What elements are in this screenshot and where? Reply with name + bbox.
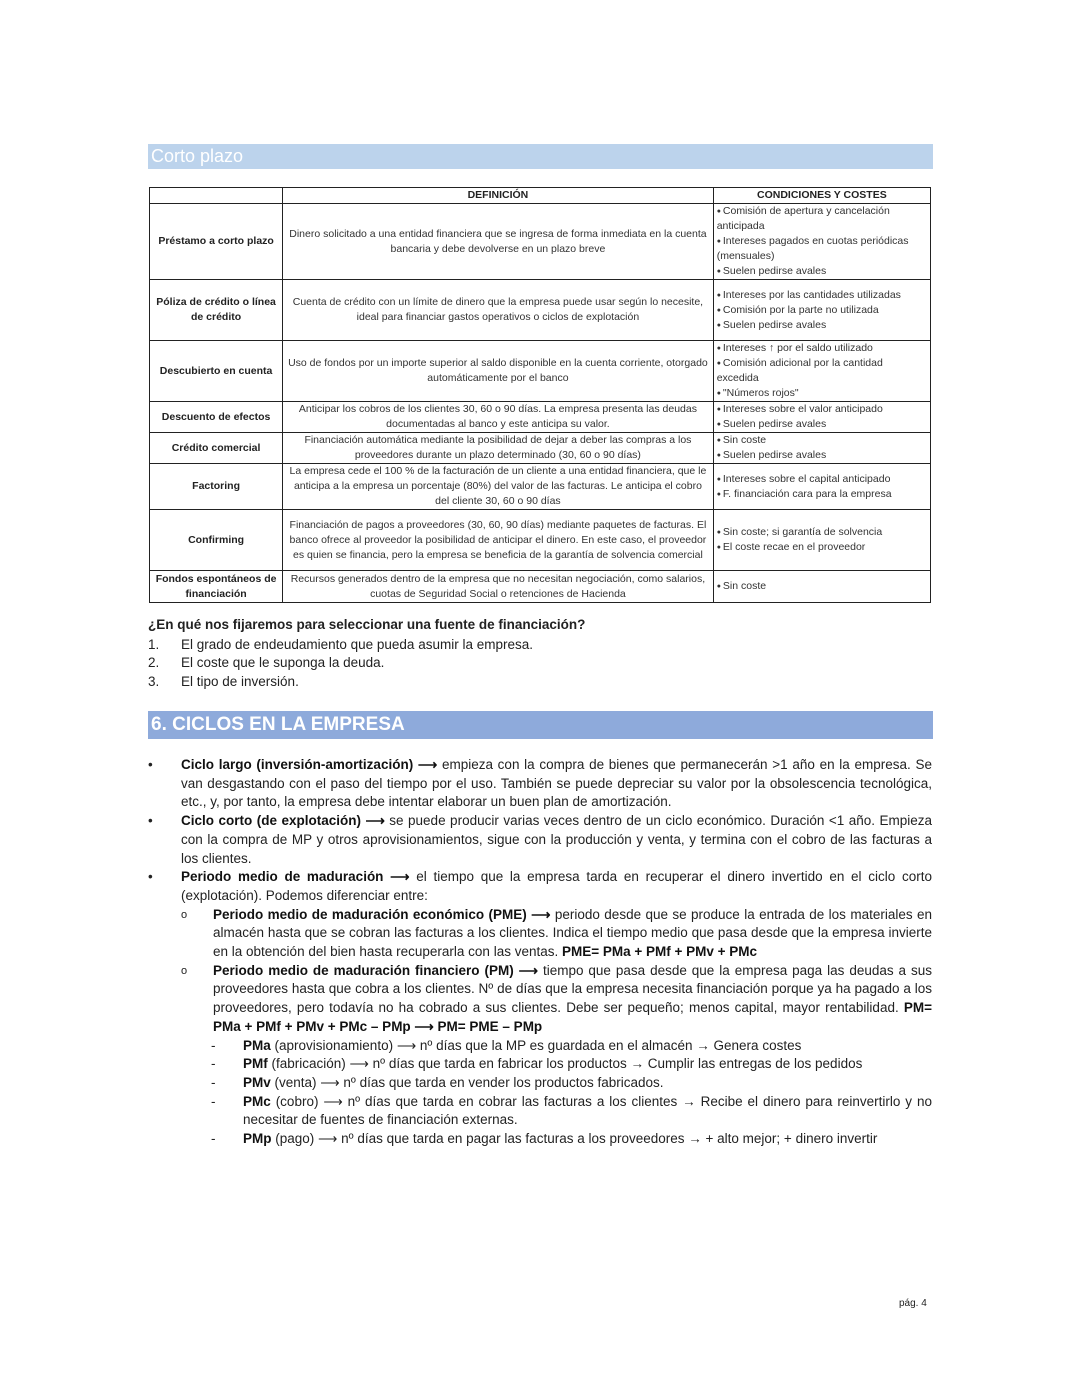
condition-item: ● Sin coste [717, 433, 927, 448]
list-item-text: El grado de endeudamiento que pueda asumir la empresa. [181, 637, 533, 652]
row-name: Fondos espontáneos de financiación [150, 571, 283, 603]
bullet-term: Periodo medio de maduración ⟶ [181, 869, 410, 885]
dash-term: PMv [243, 1074, 271, 1090]
condition-item: ● Intereses por las cantidades utilizadas [717, 288, 927, 303]
bullet-ciclo-largo [148, 756, 932, 812]
condition-item: ● Suelen pedirse avales [717, 318, 927, 333]
condition-item: ● Suelen pedirse avales [717, 264, 927, 279]
list-item-text: El tipo de inversión. [181, 673, 299, 689]
question-heading: ¿En qué nos fijaremos para seleccionar una fuente de financiación? [148, 617, 586, 632]
row-conditions [713, 341, 930, 402]
dash-term: PMa [243, 1037, 271, 1053]
section-heading-ciclos: 6. CICLOS EN LA EMPRESA [148, 711, 933, 739]
bullet-text: empieza con la compra de bienes que permanecerán >1 año en la empresa. Se van desgastando con el paso del tiempo por el uso. También se puede depreciar su valor por la obsolescencia tecnológica, etc., y, por tanto, la empresa debe intentar elaborar un buen plan de amortización. [181, 757, 932, 810]
table-row [150, 571, 931, 603]
bullet-term: Ciclo largo (inversión-amortización) ⟶ [181, 757, 438, 772]
dash-text: (fabricación) ⟶ nº días que tarda en fabricar los productos → Cumplir las entregas de los pedidos [267, 1056, 863, 1072]
condition-item: ● Suelen pedirse avales [717, 417, 927, 432]
ciclos-content [148, 756, 932, 1149]
row-definition: Recursos generados dentro de la empresa que no necesitan negociación, como salarios, cuotas de Seguridad Social o retenciones de Hacienda [283, 571, 714, 603]
table-row [150, 510, 931, 571]
condition-item: ● Intereses ↑ por el saldo utilizado [717, 341, 927, 356]
dash-term: PMp [243, 1131, 272, 1147]
row-name: Factoring [150, 464, 283, 510]
condition-item: ● Intereses sobre el valor anticipado [717, 402, 927, 417]
row-name: Descuento de efectos [150, 402, 283, 433]
table-header-row [150, 188, 931, 204]
bullet-ciclo-corto [148, 812, 932, 868]
header-empty [150, 188, 283, 204]
section-heading-corto-plazo: Corto plazo [148, 144, 933, 169]
row-conditions [713, 510, 930, 571]
bullet-text: tiempo que pasa desde que la empresa paga las deudas a sus proveedores hasta que cobra a los clientes. Nº de días que la empresa necesita financiación porque ya ha pagado a los proveedores, pero todavía no ha cobrado a sus clientes. Debe ser pequeño; menos capital, mayor rentabilidad. [213, 962, 932, 1016]
condition-item: ● Comisión adicional por la cantidad excedida [717, 356, 927, 386]
condition-item: ● Intereses sobre el capital anticipado [717, 472, 927, 487]
dash-term: PMf [243, 1056, 268, 1072]
condition-item: ● El coste recae en el proveedor [717, 540, 927, 555]
row-conditions [713, 433, 930, 464]
row-conditions [713, 571, 930, 603]
dash-item-pmc [148, 1093, 932, 1130]
dash-text: (cobro) ⟶ nº días que tarda en cobrar las facturas a los clientes → Recibe el dinero para reinvertirlo y no necesitar de fuentes de financiación externas. [243, 1093, 932, 1128]
dash-item-pmf [148, 1055, 932, 1074]
dash-item-pma [148, 1037, 932, 1056]
table-row [150, 204, 931, 280]
bullet-periodo-medio [148, 868, 932, 905]
condition-item: ● Intereses pagados en cuotas periódicas (mensuales) [717, 234, 927, 264]
condition-item: ● Comisión por la parte no utilizada [717, 303, 927, 318]
financing-table [149, 187, 931, 603]
condition-item: ● Sin coste; si garantía de solvencia [717, 525, 927, 540]
formula: PME= PMa + PMf + PMv + PMc [561, 944, 758, 960]
dash-item-pmv [148, 1074, 932, 1093]
bullet-text: el tiempo que la empresa tarda en recuperar el dinero invertido en el ciclo corto (explotación). Podemos diferenciar entre: [181, 869, 933, 903]
row-definition: Uso de fondos por un importe superior al saldo disponible en la cuenta corriente, otorgado automáticamente por el banco [283, 341, 714, 402]
page-number: pág. 4 [899, 1298, 927, 1309]
row-definition: Financiación de pagos a proveedores (30, 60, 90 días) mediante paquetes de facturas. El banco ofrece al proveedor la posibilidad de anticipar el dinero. En este caso, el proveedor es quien se financia, pero la empresa se beneficia de la garantía de solvencia comercial [283, 510, 714, 571]
row-name: Préstamo a corto plazo [150, 204, 283, 280]
header-definicion: DEFINICIÓN [283, 188, 714, 204]
condition-item: ● Comisión de apertura y cancelación anticipada [717, 204, 927, 234]
row-name: Descubierto en cuenta [150, 341, 283, 402]
row-definition: Dinero solicitado a una entidad financiera que se ingresa de forma inmediata en la cuenta bancaria y debe devolverse en un plazo breve [283, 204, 714, 280]
row-name: Crédito comercial [150, 433, 283, 464]
row-conditions [713, 204, 930, 280]
dash-text: (pago) ⟶ nº días que tarda en pagar las facturas a los proveedores → + alto mejor; + dinero invertir [271, 1131, 878, 1147]
list-item: 1. El grado de endeudamiento que pueda asumir la empresa. [148, 637, 533, 652]
condition-item: ● Sin coste [717, 579, 927, 594]
formula: PM= PMa + PMf + PMv + PMc – PMp ⟶ PM= PME – PMp [213, 1000, 932, 1034]
list-item: 2. El coste que le suponga la deuda. [148, 655, 385, 671]
bullet-term: Periodo medio de maduración financiero (PM) ⟶ [213, 962, 539, 978]
bullet-term: Periodo medio de maduración económico (PME) ⟶ [213, 906, 551, 922]
row-conditions [713, 464, 930, 510]
table-row [150, 402, 931, 433]
row-name: Confirming [150, 510, 283, 571]
dash-item-pmp [148, 1130, 932, 1149]
condition-item: ● F. financiación cara para la empresa [717, 487, 927, 502]
sub-bullet-pm [148, 962, 932, 1037]
condition-item: ● "Números rojos" [717, 386, 927, 401]
row-definition: Anticipar los cobros de los clientes 30, 60 o 90 días. La empresa presenta las deudas documentadas al banco y este anticipa su valor. [283, 402, 714, 433]
table-row [150, 341, 931, 402]
bullet-term: Ciclo corto (de explotación) ⟶ [181, 813, 385, 829]
header-condiciones: CONDICIONES Y COSTES [713, 188, 930, 204]
bullet-text: se puede producir varias veces dentro de un ciclo económico. Duración <1 año. Empieza con la compra de MP y otros aprovisionamientos, sigue con la producción y venta, y termina con el cobro de las facturas a los clientes. [181, 813, 932, 866]
row-definition: Cuenta de crédito con un límite de dinero que la empresa puede usar según lo necesite, ideal para financiar gastos operativos o ciclos de explotación [283, 280, 714, 341]
table-row [150, 464, 931, 510]
list-item: 3. El tipo de inversión. [148, 673, 299, 689]
table-row [150, 433, 931, 464]
row-conditions [713, 402, 930, 433]
sub-bullet-pme [148, 906, 932, 962]
row-name: Póliza de crédito o línea de crédito [150, 280, 283, 341]
list-item-text: El coste que le suponga la deuda. [181, 655, 385, 671]
condition-item: ● Suelen pedirse avales [717, 448, 927, 463]
question-list [148, 636, 533, 691]
dash-text: (aprovisionamiento) ⟶ nº días que la MP es guardada en el almacén → Genera costes [270, 1037, 802, 1053]
row-conditions [713, 280, 930, 341]
row-definition: La empresa cede el 100 % de la facturación de un cliente a una entidad financiera, que le anticipa a la empresa un porcentaje (80%) del valor de las facturas. Le anticipa el cobro del cliente 30, 60 o 90 días [283, 464, 714, 510]
row-definition: Financiación automática mediante la posibilidad de dejar a deber las compras a los proveedores durante un plazo determinado (30, 60 o 90 días) [283, 433, 714, 464]
table-row [150, 280, 931, 341]
dash-term: PMc [243, 1093, 271, 1109]
dash-text: (venta) ⟶ nº días que tarda en vender los productos fabricados. [270, 1074, 664, 1090]
bullet-text: periodo desde que se produce la entrada de los materiales en almacén hasta que se cobran las facturas a los clientes. Indica el tiempo medio que pasa desde que la empresa invierte en la obtención del bien hasta recuperarla con las ventas. [213, 906, 933, 960]
